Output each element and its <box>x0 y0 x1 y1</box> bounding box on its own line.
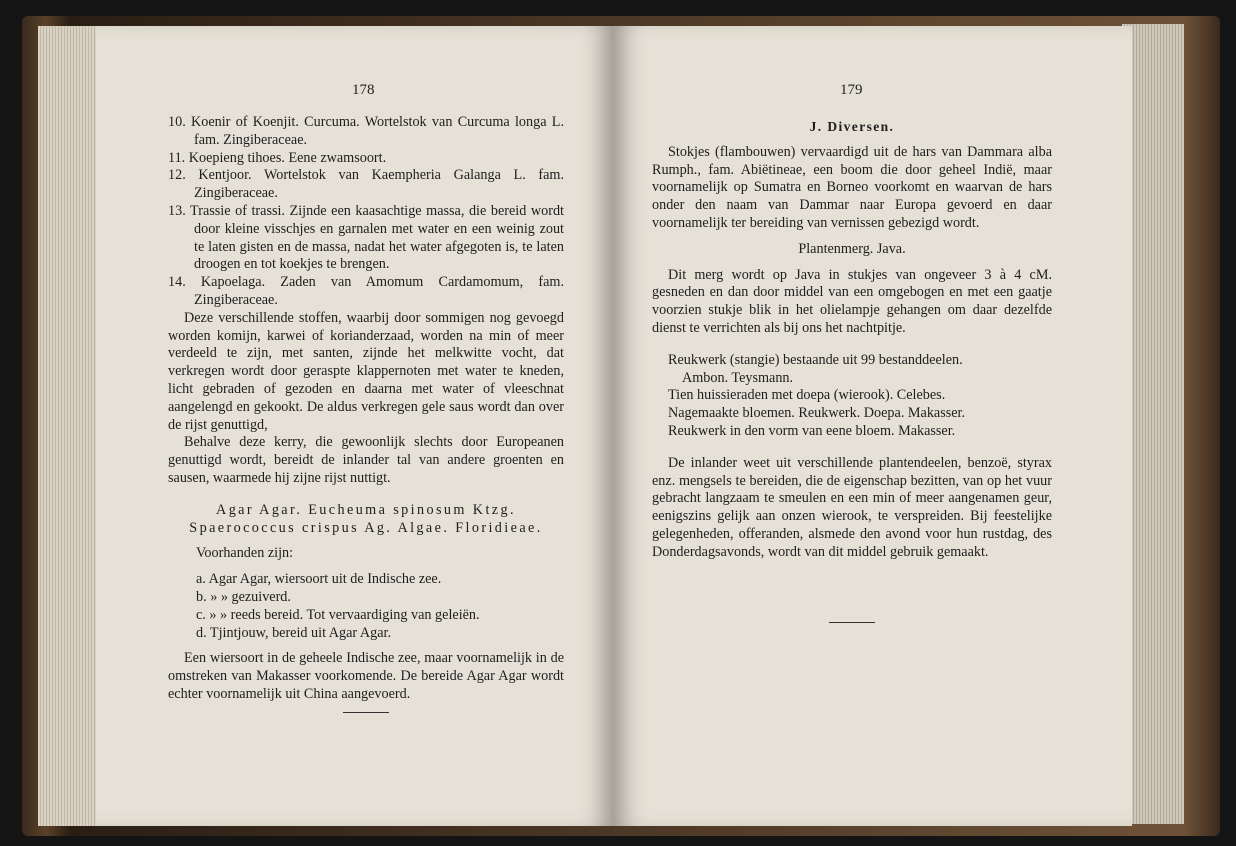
page-number: 178 <box>352 82 375 98</box>
list-item: 14. Kapoelaga. Zaden van Amomum Cardamomum, fam. Zingiberaceae. <box>168 274 564 308</box>
list-item: 10. Koenir of Koenjit. Curcuma. Wortelstok van Curcuma longa L. fam. Zingiberaceae. <box>168 114 564 148</box>
list-item: 13. Trassie of trassi. Zijnde een kaasachtige massa, die bereid wordt door kleine visschjes en garnalen met water en een weinig zout te laten gisten en de massa, nadat het water afgegoten is, te laten droogen en tot koekjes te brengen. <box>168 202 564 273</box>
list-item: Reukwerk in den vorm van eene bloem. Makasser. <box>668 422 956 439</box>
page-number: 179 <box>840 82 863 98</box>
list-item: 12. Kentjoor. Wortelstok van Kaempheria Galanga L. fam. Zingiberaceae. <box>168 167 564 202</box>
list-item: a. Agar Agar, wiersoort uit de Indische zee. <box>196 571 442 588</box>
right-page-text <box>652 118 1052 623</box>
paragraph: Stokjes (flambouwen) vervaardigd uit de hars van Dammara alba Rumph., fam. Abiëtineae, een boom die door geheel Indië, maar voornamelijk op Sumatra en Borneo voorkomt en waarvan de hars onder den naam van Dammar naar Europa gevoerd en daar voornamelijk ter bereiding van vernissen gebezigd wordt. <box>652 143 1052 231</box>
paragraph: Een wiersoort in de geheele Indische zee, maar voornamelijk in de omstreken van Makasser voorkomende. De bereide Agar Agar wordt echter voornamelijk uit China aangevoerd. <box>168 650 564 702</box>
section-heading: J. Diversen. <box>809 119 895 134</box>
list-item: 11. Koepieng tihoes. Eene zwamsoort. <box>168 149 387 166</box>
section-heading: Spaerococcus crispus Ag. Algae. Floridieae. <box>189 519 543 536</box>
end-rule <box>343 712 389 713</box>
paragraph: Dit merg wordt op Java in stukjes van ongeveer 3 à 4 cM. gesneden en dan door middel van een omgebogen en met een gaatje voorzien stukje blik in het olielampje gehangen om daar dezelfde dienst te verrichten als bij ons het nachtpitje. <box>652 266 1052 336</box>
section-heading: Agar Agar. Eucheuma spinosum Ktzg. <box>216 501 516 518</box>
list-item: Reukwerk (stangie) bestaande uit 99 bestanddeelen. <box>668 351 963 368</box>
list-label: Voorhanden zijn: <box>196 545 294 562</box>
left-page-text <box>168 114 564 713</box>
list-item: Ambon. Teysmann. <box>682 369 794 386</box>
list-item: b. » » gezuiverd. <box>196 588 291 605</box>
left-page <box>96 26 614 826</box>
paragraph: Behalve deze kerry, die gewoonlijk slechts door Europeanen genuttigd wordt, bereidt de inlander tal van andere groenten en sausen, waarmede hij zijne rijst nuttigt. <box>168 434 564 486</box>
list-item: Nagemaakte bloemen. Reukwerk. Doepa. Makasser. <box>668 405 966 422</box>
subheading: Plantenmerg. Java. <box>798 240 906 257</box>
end-rule <box>829 622 875 623</box>
paragraph: De inlander weet uit verschillende plantendeelen, benzoë, styrax enz. mengsels te bereiden, die de eigenschap bezitten, van op het vuur gebracht langzaam te smeulen en een min of meer aangenamen geur, eenigszins gelijk aan onzen wierook, te verspreiden. Bij feestelijke gelegenheden, offeranden, alsmede den avond voor hun rustdag, des Donderdagsavonds, wordt van dit middel gebruik gemaakt. <box>652 454 1052 560</box>
list-item: c. » » reeds bereid. Tot vervaardiging van geleiën. <box>196 606 480 623</box>
list-item: Tien huissieraden met doepa (wierook). Celebes. <box>668 387 946 404</box>
right-page <box>612 26 1132 826</box>
paragraph: Deze verschillende stoffen, waarbij door sommigen nog gevoegd worden komijn, karwei of korianderzaad, worden na min of meer verdeeld te zijn, met santen, zijnde het melkwitte vocht, dat verkregen wordt door geraspte klappernoten met water te kneden, licht gebraden of gezoden en daarna met water of vleeschnat aangelengd en gekookt. De aldus verkregen gele saus wordt dan over de rijst genuttigd, <box>168 309 564 433</box>
list-item: d. Tjintjouw, bereid uit Agar Agar. <box>196 624 392 641</box>
